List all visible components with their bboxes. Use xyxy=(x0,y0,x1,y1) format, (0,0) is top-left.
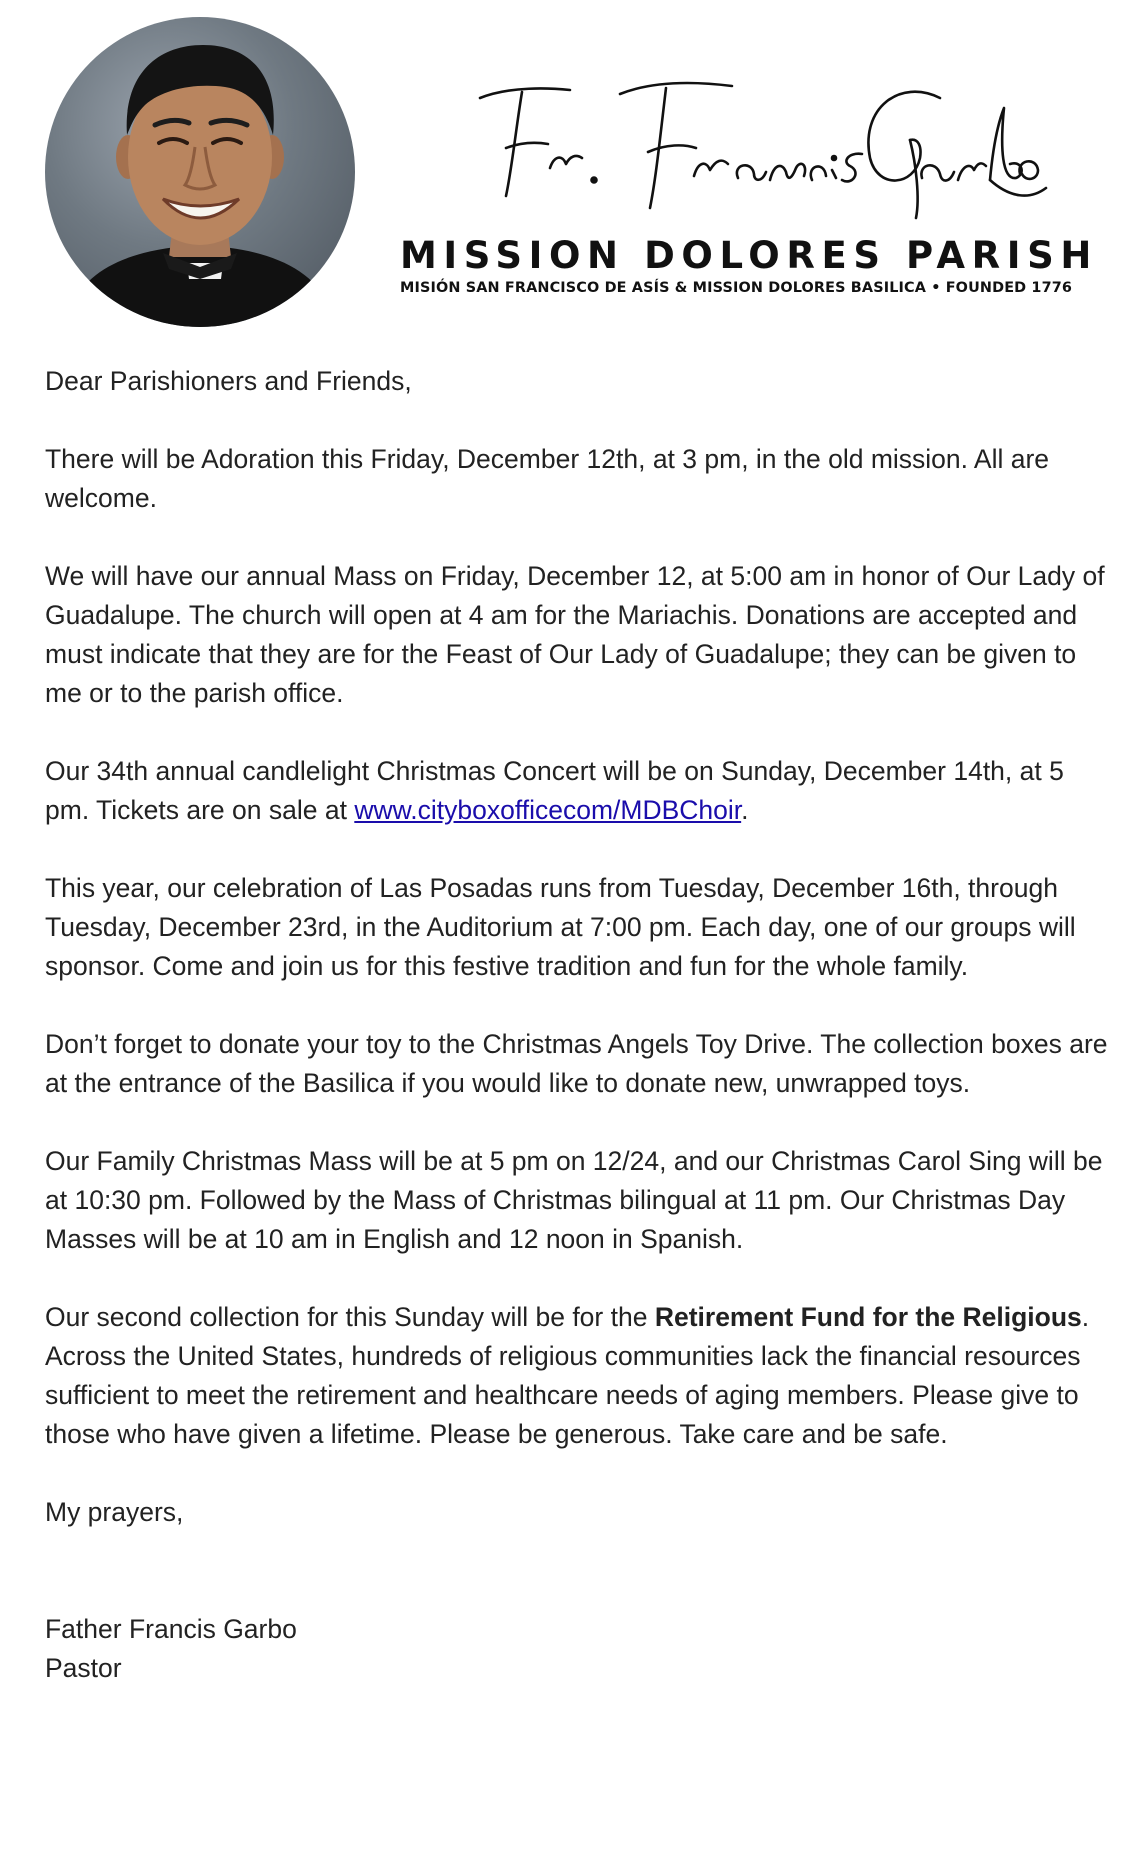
concert-text: Our 34th annual candlelight Christmas Concert will be on Sunday, December 14th, at 5 pm. Tickets are on sale at xyxy=(45,756,1064,825)
signature-script xyxy=(470,68,1050,228)
collection-text: Our second collection for this Sunday will be for the xyxy=(45,1302,655,1332)
collection-text-end: . Across the United States, hundreds of religious communities lack the financial resources sufficient to meet the retirement and healthcare needs of aging members. Please give to those who have given a lifetime. Please be generous. Take care and be safe. xyxy=(45,1302,1090,1449)
portrait-illustration xyxy=(45,17,355,327)
paragraph-las-posadas: This year, our celebration of Las Posadas runs from Tuesday, December 16th, through Tuesday, December 23rd, in the Auditorium at 7:00 pm. Each day, one of our groups will sponsor. Come and join us for this festive tradition and fun for the whole family. xyxy=(45,873,1076,981)
letter-body xyxy=(45,362,1115,1688)
paragraph-adoration: There will be Adoration this Friday, December 12th, at 3 pm, in the old mission. All are welcome. xyxy=(45,444,1050,513)
pastor-portrait-photo xyxy=(45,17,355,327)
parish-subtitle: MISIÓN SAN FRANCISCO DE ASÍS & MISSION DOLORES BASILICA • FOUNDED 1776 xyxy=(400,280,1073,296)
paragraph-christmas-concert xyxy=(45,752,1115,830)
parish-name: MISSION DOLORES PARISH xyxy=(400,234,1098,277)
signature-block xyxy=(45,1610,1115,1688)
closing: My prayers, xyxy=(45,1497,184,1527)
greeting: Dear Parishioners and Friends, xyxy=(45,366,412,396)
pastor-signature xyxy=(470,68,1050,228)
signer-title: Pastor xyxy=(45,1653,122,1683)
paragraph-guadalupe-mass: We will have our annual Mass on Friday, December 12, at 5:00 am in honor of Our Lady of Guadalupe. The church will open at 4 am for the Mariachis. Donations are accepted and must indicate that they are for the Feast of Our Lady of Guadalupe; they can be given to me or to the parish office. xyxy=(45,561,1105,708)
collection-fund-name: Retirement Fund for the Religious xyxy=(654,1302,1082,1332)
concert-text-end: . xyxy=(741,795,749,825)
paragraph-christmas-masses: Our Family Christmas Mass will be at 5 pm on 12/24, and our Christmas Carol Sing will be at 10:30 pm. Followed by the Mass of Christmas bilingual at 11 pm. Our Christmas Day Masses will be at 10 am in English and 12 noon in Spanish. xyxy=(45,1146,1103,1254)
concert-tickets-link[interactable]: www.cityboxofficecom/MDBChoir xyxy=(354,795,742,825)
letterhead xyxy=(0,0,1140,340)
signer-name: Father Francis Garbo xyxy=(45,1614,297,1644)
paragraph-second-collection xyxy=(45,1298,1115,1454)
paragraph-toy-drive: Don’t forget to donate your toy to the Christmas Angels Toy Drive. The collection boxes are at the entrance of the Basilica if you would like to donate new, unwrapped toys. xyxy=(45,1029,1108,1098)
